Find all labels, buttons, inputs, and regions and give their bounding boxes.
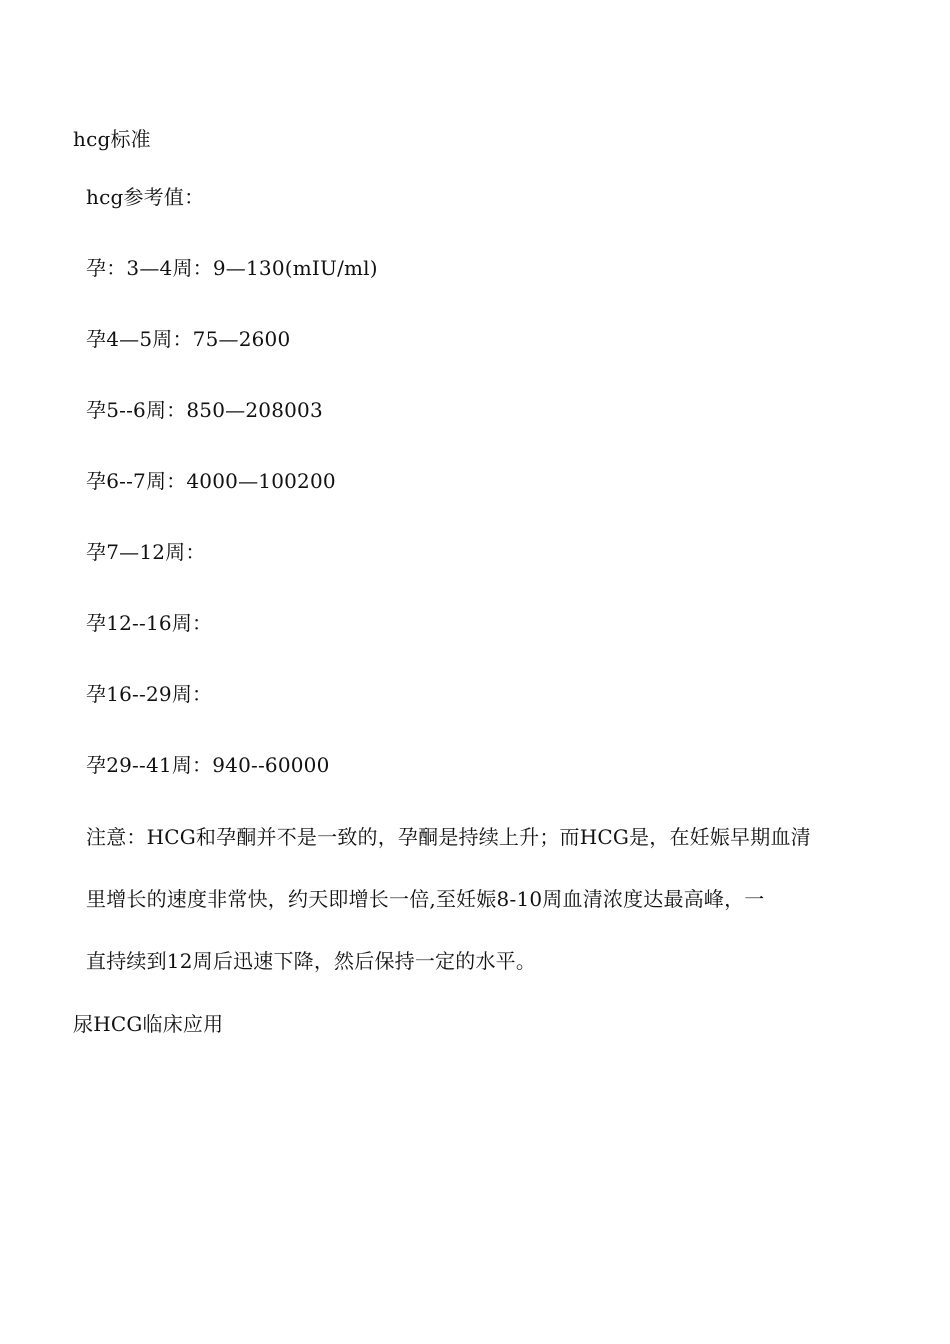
- heading-hcg-standard: hcg标准: [73, 127, 151, 151]
- note-line: 注意：HCG和孕酮并不是一致的，孕酮是持续上升；而HCG是，在妊娠早期血清: [86, 825, 811, 849]
- reference-row: 孕：3—4周：9—130(mIU/ml): [86, 256, 378, 280]
- reference-row: 孕6--7周：4000—100200: [86, 469, 336, 493]
- reference-row: 孕29--41周：940--60000: [86, 753, 330, 777]
- heading-urine-hcg-clinical: 尿HCG临床应用: [73, 1012, 224, 1036]
- note-paragraph: [86, 823, 866, 1009]
- reference-row: 孕7—12周：: [86, 540, 206, 564]
- reference-row: 孕16--29周：: [86, 682, 213, 706]
- note-line: 直持续到12周后迅速下降，然后保持一定的水平。: [86, 949, 537, 973]
- subheading-reference-values: hcg参考值：: [86, 185, 205, 209]
- reference-row: 孕12--16周：: [86, 611, 213, 635]
- note-line: 里增长的速度非常快，约天即增长一倍,至妊娠8-10周血清浓度达最高峰，一: [86, 887, 765, 911]
- reference-row: 孕4—5周：75—2600: [86, 327, 291, 351]
- reference-row: 孕5--6周：850—208003: [86, 398, 323, 422]
